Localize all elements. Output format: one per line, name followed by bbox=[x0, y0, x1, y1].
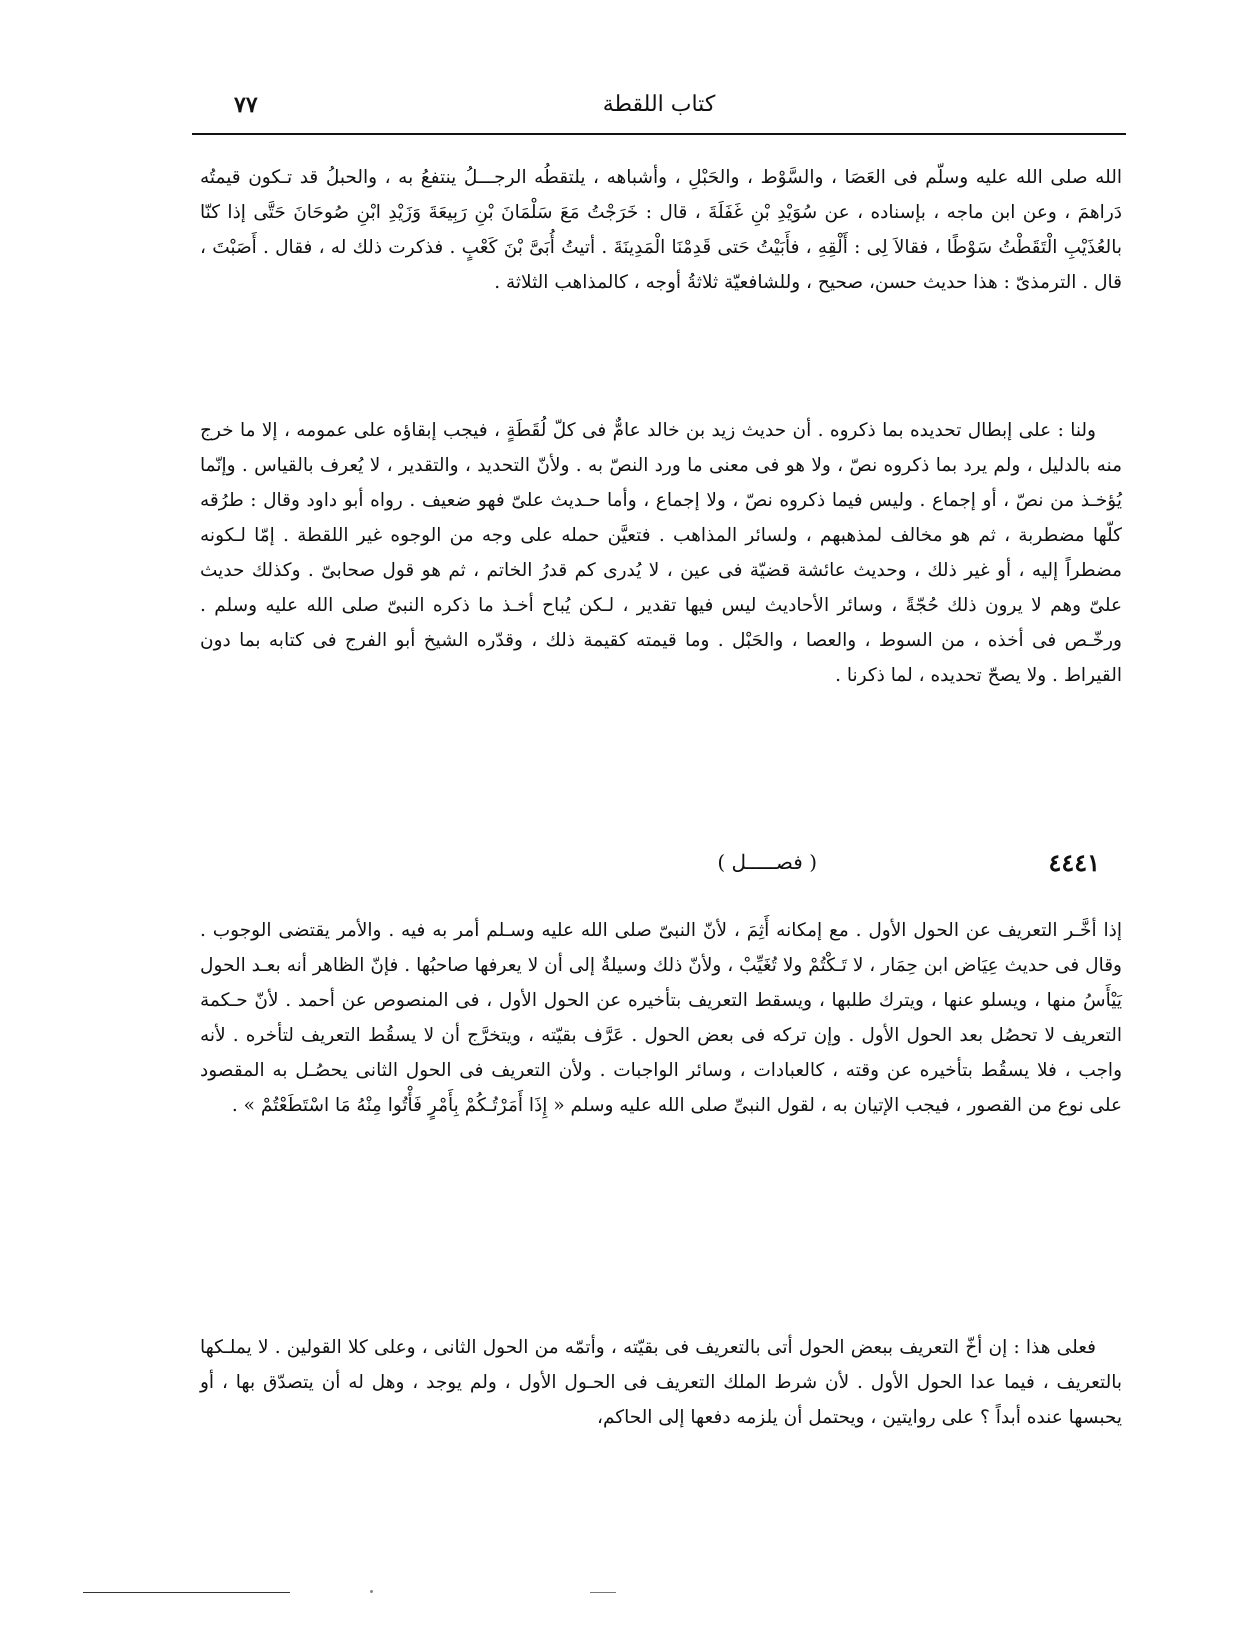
paragraph-1: الله صلى الله عليه وسلّم فى العَصَا ، والسَّوْط ، والحَبْلِ ، وأشباهه ، يلتقطُه الرجـــلُ ينتفعُ به ، والحبلُ قد تـكون قيمتُه دَراهمَ ، وعن ابن ماجه ، بإسناده ، عن سُوَيْدِ بْنِ غَفَلَةَ ، قال : خَرَجْتُ مَعَ سَلْمَانَ بْنِ رَبِيعَةَ وَزَيْدِ ابْنِ صُوحَانَ حَتَّى إذا كنّا بالعُذَيْبِ الْتَقَطْتُ سَوْطًا ، فقالاَ لِى : أَلْقِهِ ، فأَبَيْتُ حَتى قَدِمْنَا الْمَدِينَةَ . أتيتُ أُبَىَّ بْنَ كَعْبٍ . فذكرت ذلك له ، فقال . أَصَبْتَ ، قال . الترمذىّ : هذا حديث حسن، صحيح ، وللشافعيّة ثلاثةُ أوجه ، كالمذاهب الثلاثة . bbox=[200, 167, 1122, 293]
paragraph-3: إذا أخَّـر التعريف عن الحول الأول . مع إمكانه أَثِمَ ، لأنّ النبىّ صلى الله عليه وسـلم أمر به فيه . والأمر يقتضى الوجوب . وقال فى حديث عِيَاض ابن حِمَار ، لا تَـكْتُمْ ولا تُغَيِّبْ ، ولأنّ ذلك وسيلةٌ إلى أن لا يعرفها صاحبُها . فإنّ الظاهر أنه بعـد الحول يَيْأَسُ منها ، ويسلو عنها ، ويترك طلبها ، ويسقط التعريف بتأخيره عن الحول الأول ، فى المنصوص عن أحمد . لأنّ حـكمة التعريف لا تحصُل بعد الحول الأول . وإن تركه فى بعض الحول . عَرَّف بقيّته ، ويتخرَّج أن لا يسقُط التعريف لتأخره . لأنه واجب ، فلا يسقُط بتأخيره عن وقته ، كالعبادات ، وسائر الواجبات . ولأن التعريف فى الحول الثانى يحصُـل به المقصود على نوع من القصور ، فيجب الإتيان به ، لقول النبىِّ صلى الله عليه وسلم « إِذَا أَمَرْتُـكُمْ بِأَمْرٍ فَأْتُوا مِنْهُ مَا اسْتَطَعْتُمْ » . bbox=[200, 920, 1122, 1116]
paragraph-2: ولنا : على إبطال تحديده بما ذكروه . أن حديث زيد بن خالد عامٌّ فى كلّ لُقَطَةٍ ، فيجب إبقاؤه على عمومه ، إلا ما خرج منه بالدليل ، ولم يرد بما ذكروه نصّ ، ولا هو فى معنى ما ورد النصّ به . ولأنّ التحديد ، والتقدير ، لا يُعرف بالقياس . وإنّما يُؤخـذ من نصّ ، أو إجماع . وليس فيما ذكروه نصّ ، ولا إجماع ، وأما حـديث علىّ فهو ضعيف . رواه أبو داود وقال : طرُقه كلّها مضطربة ، ثم هو مخالف لمذهبهم ، ولسائر المذاهب . فتعيَّن حمله على وجه من الوجوه غير اللقطة . إمّا لـكونه مضطراً إليه ، أو غير ذلك ، وحديث عائشة قضيّة فى عين ، لا يُدرى كم قدرُ الخاتم ، ثم هو قول صحابىّ . وكذلك حديث علىّ وهم لا يرون ذلك حُجّةً ، وسائر الأحاديث ليس فيها تقدير ، لـكن يُباح أخـذ ما ذكره النبىّ صلى الله عليه وسلم . ورخّـص فى أخذه ، من السوط ، والعصا ، والحَبْل . وما قيمته كقيمة ذلك ، وقدّره الشيخ أبو الفرج فى كتابه بما دون القيراط . ولا يصحّ تحديده ، لما ذكرنا . bbox=[200, 420, 1122, 686]
page-title: كتاب اللقطة bbox=[602, 92, 716, 117]
header-rule bbox=[192, 133, 1126, 135]
page-number: ٧٧ bbox=[234, 92, 258, 118]
paragraph-4: فعلى هذا : إن أخّ التعريف ببعض الحول أتى بالتعريف فى بقيّته ، وأتمّه من الحول الثانى ، وعلى كلا القولين . لا يملـكها بالتعريف ، فيما عدا الحول الأول . لأن شرط الملك التعريف فى الحـول الأول ، ولم يوجد ، وهل له أن يتصدّق بها ، أو يحبسها عنده أبداً ؟ على روايتين ، ويحتمل أن يلزمه دفعها إلى الحاكم، bbox=[200, 1337, 1122, 1428]
section-number: ٤٤٤١ bbox=[1048, 848, 1100, 877]
footer-dash bbox=[590, 1592, 616, 1593]
section-heading bbox=[200, 848, 1122, 882]
footer-mark bbox=[370, 1590, 373, 1593]
section-label: ( فصـــــل ) bbox=[717, 850, 817, 874]
page-header bbox=[192, 92, 1126, 132]
footnote-rule bbox=[83, 1592, 290, 1593]
